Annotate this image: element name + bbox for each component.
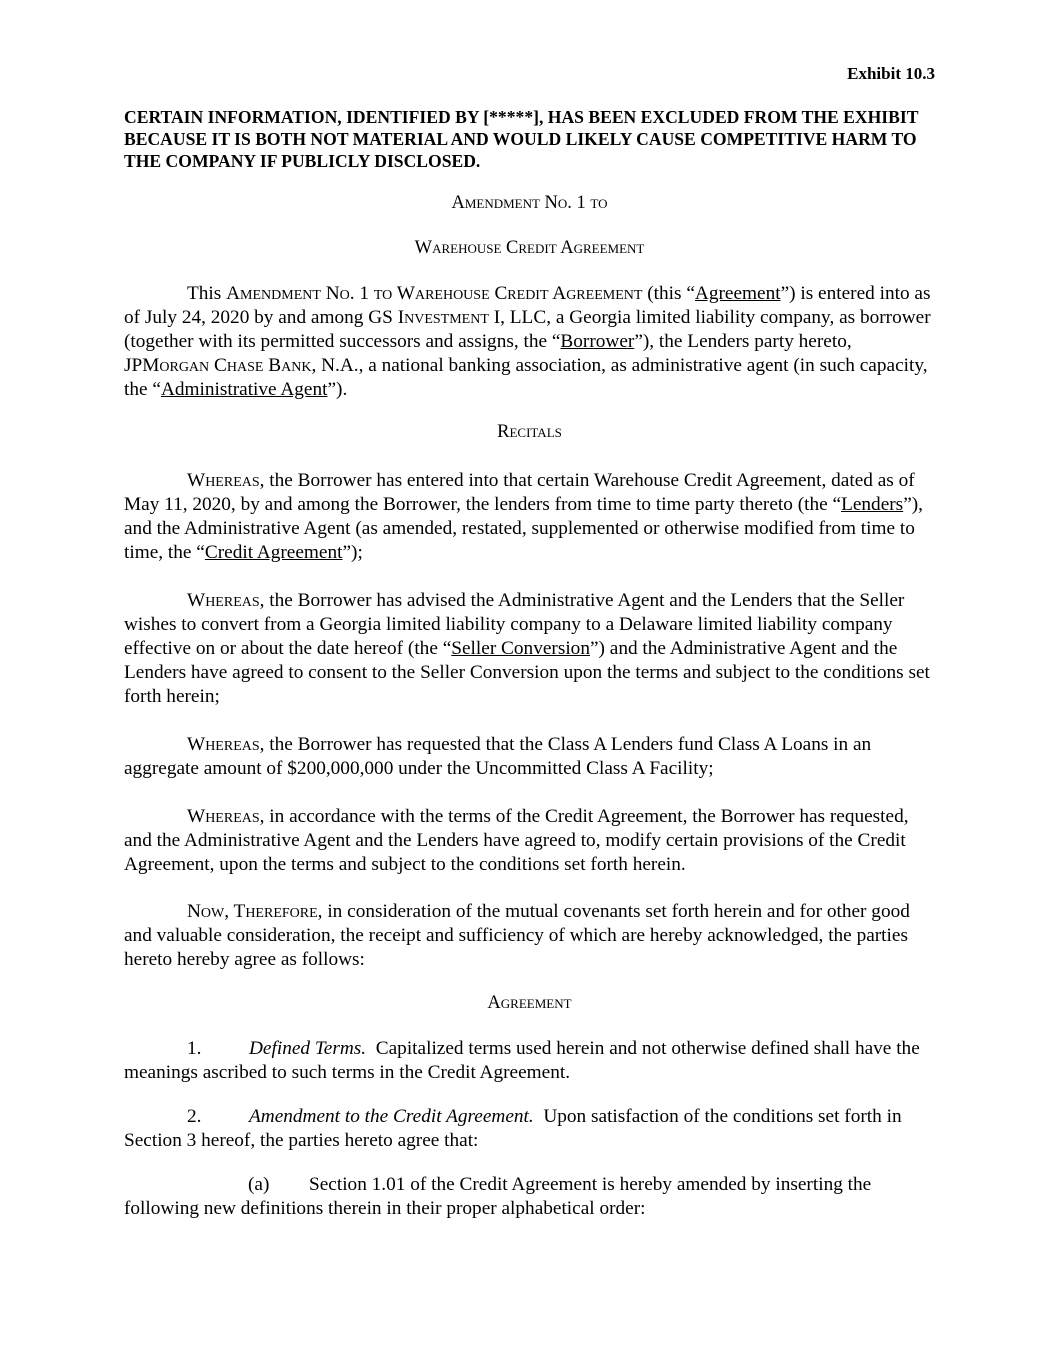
defined-term-administrative-agent: Administrative Agent bbox=[160, 379, 328, 400]
recital-paragraph-1: Whereas, the Borrower has entered into that certain Warehouse Credit Agreement, dated as of May 11, 2020, by and among the Borrower, the lenders from time to time party thereto (the “Lenders”), and the Administrative Agent (as amended, restated, supplemented or otherwise modified from time to time, the “Credit Agreement”); bbox=[124, 470, 923, 563]
recital-paragraph-4: Whereas, in accordance with the terms of the Credit Agreement, the Borrower has requested, and the Administrative Agent and the Lenders have agreed to, modify certain provisions of the Credit Agreement, upon the terms and subject to the conditions set forth herein. bbox=[124, 806, 909, 875]
exhibit-label: Exhibit 10.3 bbox=[847, 64, 935, 83]
intro-paragraph: This Amendment No. 1 to Warehouse Credit Agreement (this “Agreement”) is entered into as of July 24, 2020 by and among GS Investment I, LLC, a Georgia limited liability company, as borrower (together with its permitted successors and assigns, the “Borrower”), the Lenders party hereto, JPMorgan Chase Bank, N.A., a national banking association, as administrative agent (in such capacity, the “Administrative Agent”). bbox=[124, 283, 931, 400]
recital-paragraph-2: Whereas, the Borrower has advised the Administrative Agent and the Lenders that the Seller wishes to convert from a Georgia limited liability company to a Delaware limited liability company effective on or about the date hereof (the “Seller Conversion”) and the Administrative Agent and the Lenders have agreed to consent to the Seller Conversion upon the terms and subject to the conditions set forth herein; bbox=[124, 590, 930, 707]
section-title: Amendment to the Credit Agreement. bbox=[249, 1106, 534, 1127]
section-2-amendment: 2. Amendment to the Credit Agreement. Upon satisfaction of the conditions set forth in Section 3 hereof, the parties hereto agree that: bbox=[124, 1106, 907, 1151]
document-title-line-1: Amendment No. 1 to bbox=[451, 193, 608, 213]
section-1-defined-terms: 1. Defined Terms. Capitalized terms used herein and not otherwise defined shall have the meanings ascribed to such terms in the Credit Agreement. bbox=[124, 1038, 925, 1083]
recital-paragraph-3: Whereas, the Borrower has requested that the Class A Lenders fund Class A Loans in an aggregate amount of $200,000,000 under the Uncommitted Class A Facility; bbox=[124, 734, 872, 779]
document-title-line-2: Warehouse Credit Agreement bbox=[414, 238, 645, 258]
subsection-number: (a) bbox=[248, 1174, 270, 1195]
section-number: 2. bbox=[187, 1106, 202, 1127]
defined-term-lenders: Lenders bbox=[841, 494, 904, 515]
defined-term-agreement: Agreement bbox=[694, 283, 781, 304]
section-number: 1. bbox=[187, 1038, 202, 1059]
recitals-heading: Recitals bbox=[497, 422, 562, 442]
section-2a-definitions: (a) Section 1.01 of the Credit Agreement is hereby amended by inserting the following new definitions therein in their proper alphabetical order: bbox=[124, 1174, 872, 1219]
section-title: Defined Terms. bbox=[249, 1038, 367, 1059]
defined-term-borrower: Borrower bbox=[560, 331, 635, 352]
defined-term-credit-agreement: Credit Agreement bbox=[204, 542, 343, 563]
now-therefore-paragraph: Now, Therefore, in consideration of the mutual covenants set forth herein and for other good and valuable consideration, the receipt and sufficiency of which are hereby acknowledged, the parties hereto hereby agree as follows: bbox=[124, 901, 910, 970]
agreement-heading: Agreement bbox=[487, 993, 572, 1013]
redaction-notice: CERTAIN INFORMATION, IDENTIFIED BY [*****], HAS BEEN EXCLUDED FROM THE EXHIBIT BECAUSE IT IS BOTH NOT MATERIAL AND WOULD LIKELY CAUSE COMPETITIVE HARM TO THE COMPANY IF PUBLICLY DISCLOSED. bbox=[124, 107, 919, 171]
defined-term-seller-conversion: Seller Conversion bbox=[451, 638, 590, 659]
